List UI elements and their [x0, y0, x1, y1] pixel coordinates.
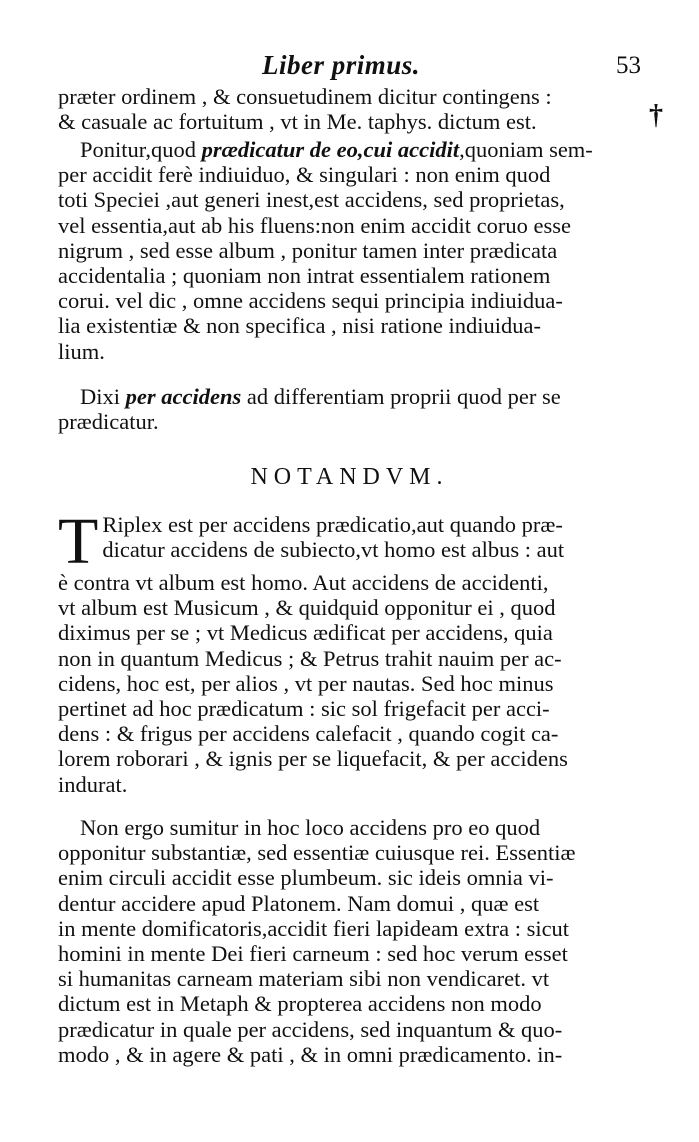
text-line: lia existentiæ & non specifica , nisi ratione indiuidua- — [58, 313, 542, 339]
paragraph-ponitur — [58, 137, 638, 364]
text-line: indurat. — [58, 771, 128, 797]
text-line: modo , & in agere & pati , & in omni prædicamento. in- — [58, 1041, 563, 1067]
section-heading: NOTANDVM. — [250, 464, 449, 490]
text-line: dicatur accidens de subiecto,vt homo est albus : aut — [102, 537, 565, 563]
text-line: homini in mente Dei fieri carneum : sed hoc verum esset — [58, 941, 568, 967]
text-line: diximus per se ; vt Medicus ædificat per accidens, quia — [58, 620, 553, 646]
paragraph-dixi — [58, 384, 638, 434]
text-line: si humanitas carneam materiam sibi non vendicaret. vt — [58, 966, 550, 992]
text-line: accidentalia ; quoniam non intrat essentialem rationem — [58, 263, 551, 289]
text-line: dens : & frigus per accidens calefacit , quando cogit ca- — [58, 721, 559, 747]
running-header — [0, 44, 699, 84]
text-line: prædicatur. — [58, 409, 159, 435]
text-line: pertinet ad hoc prædicatum : sic sol frigefacit per acci- — [58, 696, 550, 722]
text-line: nigrum , sed esse album , ponitur tamen inter prædicata — [58, 237, 558, 263]
text-line: Dixi per accidens ad differentiam proprii quod per se — [80, 384, 561, 409]
italic-quote: per accidens — [125, 384, 242, 409]
paragraph-non-ergo — [58, 815, 638, 1067]
italic-quote: prædicatur de eo,cui accidit — [201, 137, 460, 162]
text-line: è contra vt album est homo. Aut accidens de accidenti, — [58, 570, 549, 595]
text-line: in mente domificatoris,accidit fieri lapideam extra : sicut — [58, 915, 570, 941]
text-line: toti Speciei ,aut generi inest,est accidens, sed proprietas, — [58, 187, 565, 213]
text-line: Riplex est per accidens prædicatio,aut quando præ- — [102, 512, 563, 537]
text-line: Non ergo sumitur in hoc loco accidens pro eo quod — [80, 815, 541, 840]
paragraph-triplex — [58, 505, 638, 797]
text-line: præter ordinem , & consuetudinem dicitur contingens : — [58, 84, 552, 109]
text-line: opponitur substantiæ, sed essentiæ cuiusque rei. Essentiæ — [58, 840, 576, 866]
text-line: vt album est Musicum , & quidquid opponitur ei , quod — [58, 595, 556, 621]
text-line: per accidit ferè indiuiduo, & singulari : non enim quod — [58, 162, 551, 188]
text-line: enim circuli accidit esse plumbeum. sic ideis omnia vi- — [58, 865, 554, 891]
running-title: Liber primus. — [262, 50, 421, 80]
text-line: corui. vel dic , omne accidens sequi principia indiuidua- — [58, 288, 563, 314]
margin-dagger-mark: † — [649, 100, 663, 131]
text-line: & casuale ac fortuitum , vt in Me. taphys. dictum est. — [58, 109, 537, 135]
page-number: 53 — [616, 52, 641, 79]
text-line: Ponitur,quod prædicatur de eo,cui accidit,quoniam sem- — [80, 137, 593, 162]
text-line: vel essentia,aut ab his fluens:non enim accidit coruo esse — [58, 212, 571, 238]
text-line: dentur accidere apud Platonem. Nam domui , quæ est — [58, 890, 540, 916]
text-line: cidens, hoc est, per alios , vt per nautas. Sed hoc minus — [58, 670, 554, 696]
text-line: dictum est in Metaph & propterea accidens non modo — [58, 991, 542, 1017]
text-line: lorem roborari , & ignis per se liquefacit, & per accidens — [58, 746, 568, 772]
text-line: non in quantum Medicus ; & Petrus trahit nauim per ac- — [58, 645, 562, 671]
text-line: prædicatur in quale per accidens, sed inquantum & quo- — [58, 1016, 563, 1042]
text-line: lium. — [58, 338, 105, 364]
drop-capital: T — [58, 505, 99, 578]
paragraph-continuation — [58, 84, 638, 134]
